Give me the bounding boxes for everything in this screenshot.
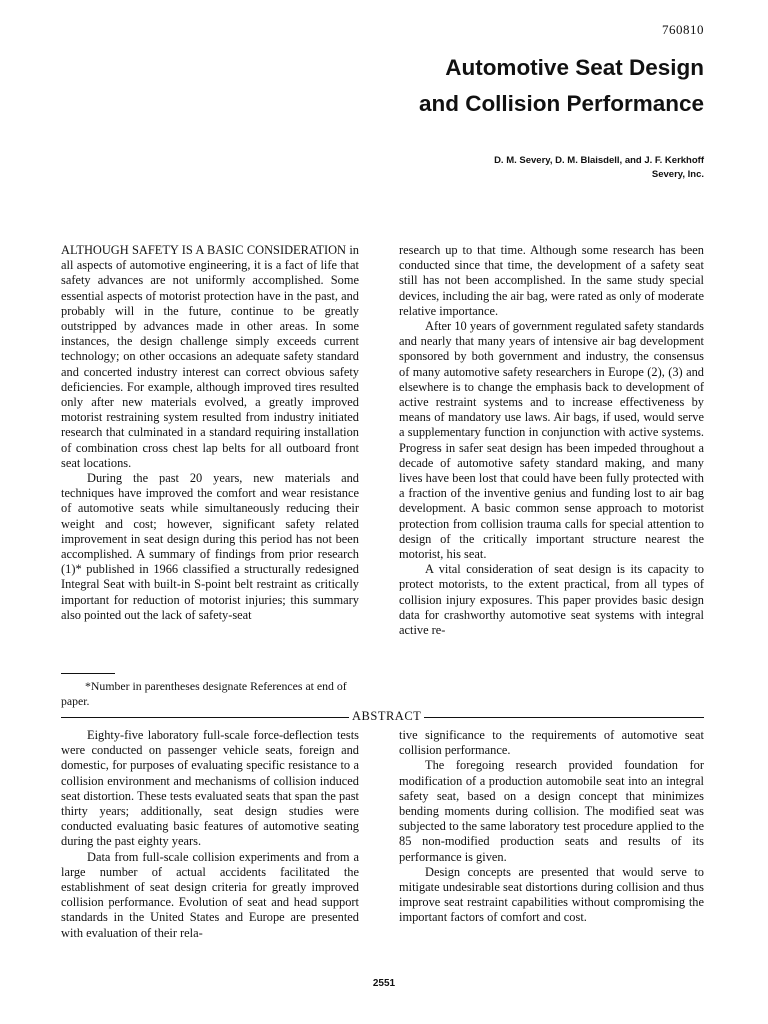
footnote-text: *Number in parentheses designate References at end of paper.	[61, 679, 347, 708]
intro-right-column	[399, 243, 704, 638]
abstract-left-column	[61, 728, 359, 941]
intro-paragraph: A vital consideration of seat design is its capacity to protect motorists, to the extent practical, from all types of collision injury exposures. This paper provides basic design data for crashworthy automotive seat systems with integral active re-	[399, 562, 704, 638]
footnote-rule	[61, 673, 115, 674]
abstract-paragraph: Design concepts are presented that would serve to mitigate undesirable seat distortions during collision and thus improve seat restraint capabilities without compromising the important factors of comfort and cost.	[399, 864, 704, 925]
title-line-2: and Collision Performance	[418, 91, 704, 116]
affiliation: Severy, Inc.	[651, 169, 704, 180]
abstract-paragraph: Data from full-scale collision experiments and from a large number of actual accidents facilitated the establishment of seat design criteria for greatly improved collision performance. Evolution of seat and head support standards in the United States and Europe are presented with evaluation of their rela-	[61, 849, 359, 940]
author-block	[494, 154, 704, 182]
abstract-paragraph: tive significance to the requirements of automotive seat collision performance.	[399, 728, 704, 758]
intro-paragraph: ALTHOUGH SAFETY IS A BASIC CONSIDERATION in all aspects of automotive engineering, it is a fact of life that safety advances are not uniformly accomplished. Some essential aspects of motorist protection have in the past, and probably will in the future, continue to be greatly outstripped by advances made in other areas. In some instances, the design challenge simply exceeds current technology; on other occasions an adequate safety standard and concerted industry interest can correct obvious safety deficiencies. For example, although improved tires resulted only after new materials evolved, a greatly improved motorist restraining system resulted from industry initiated research that culminated in a standard requiring installation of combination cross chest lap belts for all outboard front seat locations.	[61, 243, 359, 470]
title-line-1: Automotive Seat Design	[445, 55, 704, 80]
abstract-paragraph: The foregoing research provided foundation for modification of a production automobile seat into an integral safety seat, based on a design concept that minimizes bending moments during collision. The modified seat was subjected to the same laboratory test procedure applied to the 85 non-modified production seats and results of its performance is given.	[399, 758, 704, 864]
footnote	[61, 679, 359, 709]
intro-left-column	[61, 243, 359, 623]
abstract-paragraph: Eighty-five laboratory full-scale force-deflection tests were conducted on passenger vehicle seats, foreign and domestic, for purposes of evaluating specific resistance to a collision environment and mechanisms of collision induced seat distortion. These tests evaluated seats that span the past thirty years; additionally, seat design studies were conducted evaluating basic features of automotive seating during the past eighty years.	[61, 728, 359, 849]
authors: D. M. Severy, D. M. Blaisdell, and J. F. Kerkhoff	[494, 155, 704, 166]
abstract-heading: ABSTRACT	[349, 709, 424, 724]
intro-paragraph: During the past 20 years, new materials and techniques have improved the comfort and wear resistance of automotive seats while simultaneously reducing their weight and cost; however, significant safety related improvement in seat design during this period has not been accomplished. A summary of findings from prior research (1)* published in 1966 classified a structurally redesigned Integral Seat with built-in S-point belt restraint as critically important for reduction of motorist injuries; this summary also pointed out the lack of safety-seat	[61, 471, 359, 622]
paper-title	[419, 50, 704, 122]
abstract-right-column	[399, 728, 704, 926]
intro-paragraph: research up to that time. Although some research has been conducted since that time, the development of a safety seat still has not been accomplished. In the same study special devices, including the air bag, were rated as only of moderate relative importance.	[399, 243, 704, 318]
paper-id: 760810	[662, 22, 704, 37]
intro-paragraph: After 10 years of government regulated safety standards and nearly that many years of intensive air bag development sponsored by both government and industry, the consensus of many automotive safety researchers in Europe (2), (3) and elsewhere is to change the emphasis back to development of active restraint systems and to increase effectiveness by means of mandatory use laws. Air bags, if used, would serve a supplementary function in conjunction with active systems. Progress in safer seat design has been impeded throughout a decade of automotive safety standard making, and many lives have been lost that could have been fully protected with a fraction of the inventive genius and funding lost to air bag development. A basic common sense approach to motorist protection from collision trauma calls for special attention to design of the critically important structure nearest the motorist, his seat.	[399, 319, 704, 562]
page-number: 2551	[372, 978, 396, 989]
